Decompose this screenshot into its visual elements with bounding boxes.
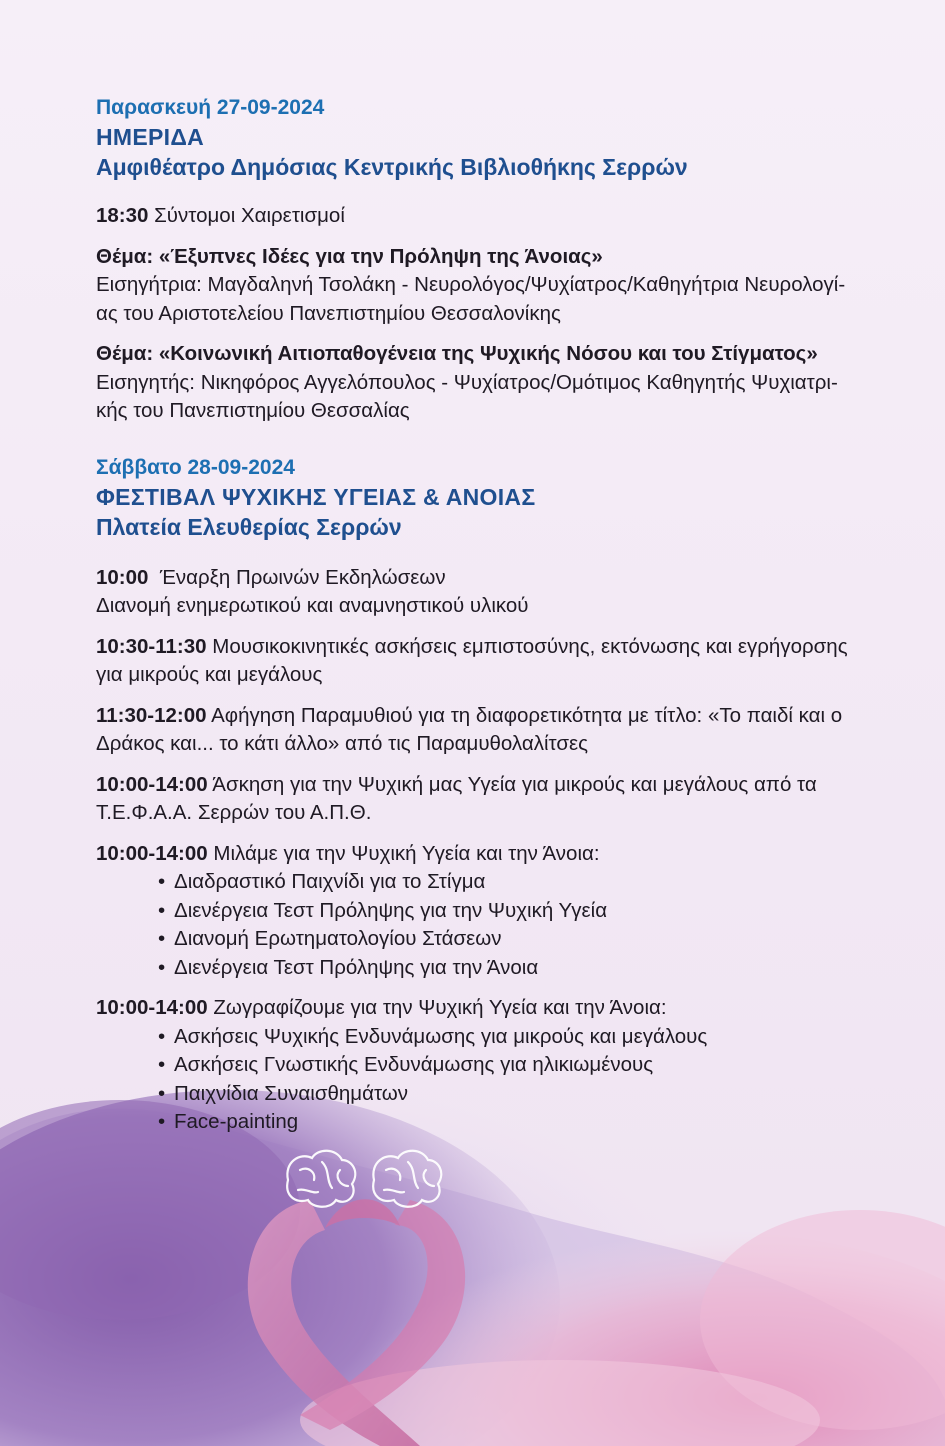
day1-opening bbox=[96, 202, 906, 231]
program-content bbox=[96, 94, 906, 1137]
event-1-line2: Διανομή ενημερωτικού και αναμνηστικού υλικού bbox=[96, 594, 529, 617]
day1-talk-2 bbox=[96, 340, 906, 426]
talk-1-theme: Θέμα: «Έξυπνες Ιδέες για την Πρόληψη της Άνοιας» bbox=[96, 244, 603, 268]
event-1-time: 10:00 bbox=[96, 565, 149, 589]
opening-time: 18:30 bbox=[96, 204, 149, 227]
talk-2-speaker-line1: Εισηγητής: Νικηφόρος Αγγελόπουλος - Ψυχίατρος/Ομότιμος Καθηγητής Ψυχιατρι- bbox=[96, 370, 838, 394]
opening-text: Σύντομοι Χαιρετισμοί bbox=[148, 204, 345, 227]
day2-items bbox=[96, 564, 906, 1137]
talk-2-theme: Θέμα: «Κοινωνική Αιτιοπαθογένεια της Ψυχικής Νόσου και του Στίγματος» bbox=[96, 342, 818, 365]
event-3-line1: Αφήγηση Παραμυθιού για τη διαφορετικότητα με τίτλο: «Το παιδί και ο bbox=[206, 703, 843, 727]
activity-2-text: Ζωγραφίζουμε για την Ψυχική Υγεία και την Άνοια: bbox=[207, 996, 667, 1019]
activity-2-time: 10:00-14:00 bbox=[96, 996, 208, 1019]
event-1-line1: Έναρξη Πρωινών Εκδηλώσεων bbox=[148, 565, 446, 589]
activity-1-time: 10:00-14:00 bbox=[96, 841, 208, 865]
day2-date: Σάββατο 28-09-2024 bbox=[96, 455, 295, 479]
talk-2-speaker-line2: κής του Πανεπιστημίου Θεσσαλίας bbox=[96, 399, 410, 422]
list-item: • Διανομή Ερωτηματολογίου Στάσεων bbox=[158, 925, 906, 954]
day2-title: ΦΕΣΤΙΒΑΛ ΨΥΧΙΚΗΣ ΥΓΕΙΑΣ & ΑΝΟΙΑΣ bbox=[96, 483, 536, 510]
day2-event-4 bbox=[96, 771, 906, 828]
day2-event-1 bbox=[96, 564, 906, 621]
day1-venue: Αμφιθέατρο Δημόσιας Κεντρικής Βιβλιοθήκης Σερρών bbox=[96, 154, 688, 180]
list-item: • Ασκήσεις Ψυχικής Ενδυνάμωσης για μικρούς και μεγάλους bbox=[158, 1023, 906, 1052]
activity-1-list bbox=[96, 868, 906, 982]
day2-activity-1 bbox=[96, 840, 906, 983]
list-item: • Διαδραστικό Παιχνίδι για το Στίγμα bbox=[158, 868, 906, 897]
day1-date: Παρασκευή 27-09-2024 bbox=[96, 96, 325, 119]
day1-title: ΗΜΕΡΙΔΑ bbox=[96, 124, 205, 150]
event-3-time: 11:30-12:00 bbox=[96, 703, 207, 727]
list-item: • Παιχνίδια Συναισθημάτων bbox=[158, 1080, 906, 1109]
event-4-line2: Τ.Ε.Φ.Α.Α. Σερρών του Α.Π.Θ. bbox=[96, 801, 372, 824]
event-4-time: 10:00-14:00 bbox=[96, 772, 208, 796]
list-item: • Διενέργεια Τεστ Πρόληψης για την Άνοια bbox=[158, 954, 906, 983]
day2-section bbox=[96, 454, 906, 1137]
activity-2-list bbox=[96, 1023, 906, 1137]
day1-section bbox=[96, 94, 906, 426]
talk-1-speaker-line2: ας του Αριστοτελείου Πανεπιστημίου Θεσσαλονίκης bbox=[96, 301, 561, 325]
list-item: • Face-painting bbox=[158, 1108, 906, 1137]
list-item: • Ασκήσεις Γνωστικής Ενδυνάμωσης για ηλικιωμένους bbox=[158, 1051, 906, 1080]
day1-talk-1 bbox=[96, 243, 906, 329]
day2-event-3 bbox=[96, 702, 906, 759]
event-2-line1: Μουσικοκινητικές ασκήσεις εμπιστοσύνης, εκτόνωσης και εγρήγορσης bbox=[206, 634, 848, 658]
day2-activity-2 bbox=[96, 994, 906, 1137]
event-2-time: 10:30-11:30 bbox=[96, 634, 207, 658]
day2-event-2 bbox=[96, 633, 906, 690]
day1-items bbox=[96, 202, 906, 426]
talk-1-speaker-line1: Εισηγήτρια: Μαγδαληνή Τσολάκη - Νευρολόγος/Ψυχίατρος/Καθηγήτρια Νευρολογί- bbox=[96, 273, 846, 296]
event-2-line2: για μικρούς και μεγάλους bbox=[96, 663, 323, 686]
event-3-line2: Δράκος και... το κάτι άλλο» από τις Παραμυθολαλίτσες bbox=[96, 732, 589, 755]
activity-1-text: Μιλάμε για την Ψυχική Υγεία και την Άνοια: bbox=[207, 841, 600, 865]
list-item: • Διενέργεια Τεστ Πρόληψης για την Ψυχική Υγεία bbox=[158, 897, 906, 926]
day2-venue: Πλατεία Ελευθερίας Σερρών bbox=[96, 513, 402, 540]
event-4-line1: Άσκηση για την Ψυχική μας Υγεία για μικρούς και μεγάλους από τα bbox=[207, 772, 817, 796]
